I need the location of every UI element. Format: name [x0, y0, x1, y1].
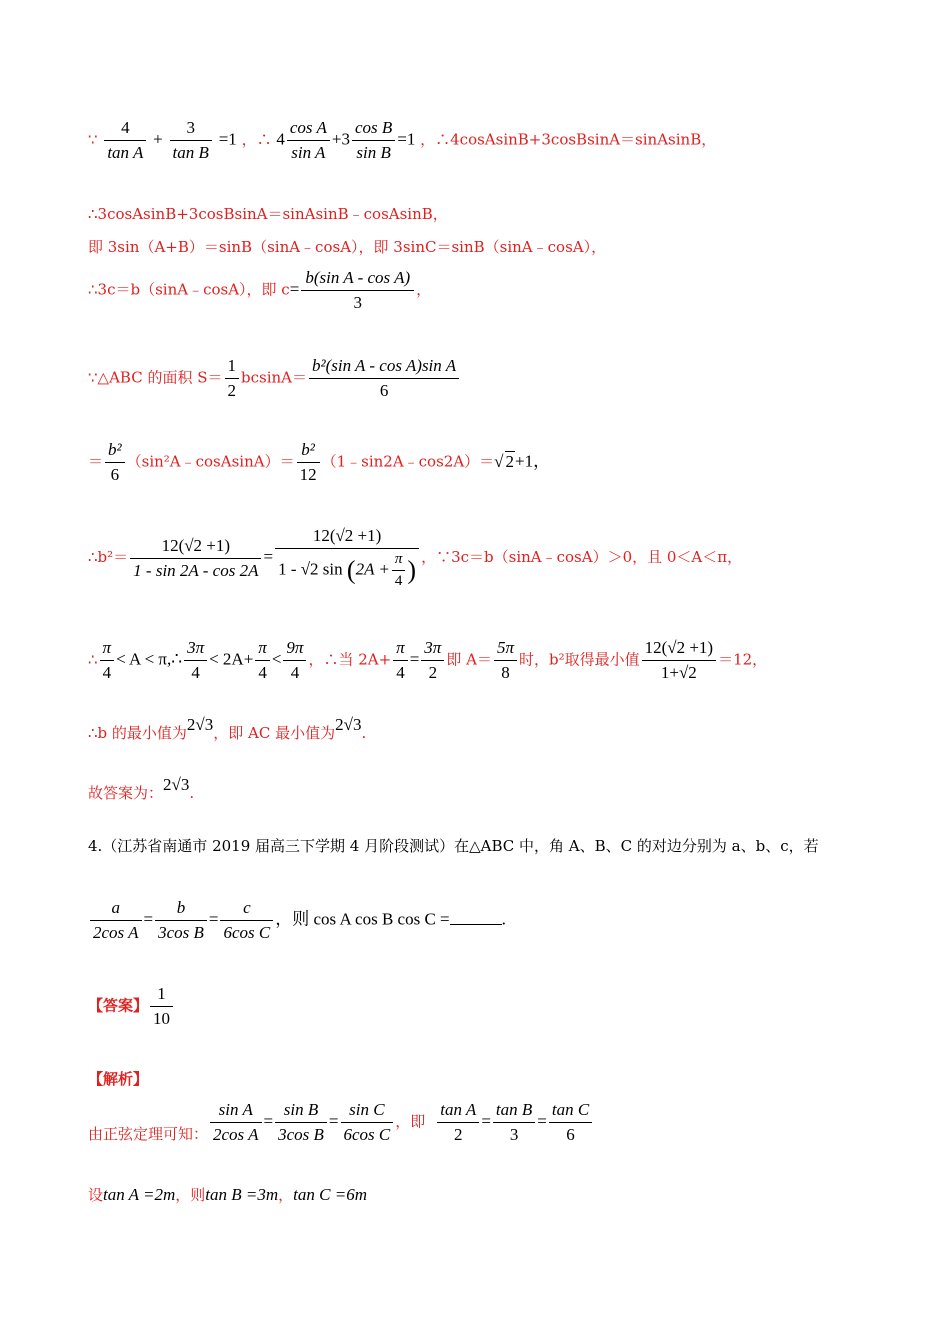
tanB-value: tan B =3m: [205, 1185, 279, 1204]
fraction-sinB: $\frac{\text{sin B}}{\text{3cos B}}$: [275, 1100, 327, 1145]
let-text: 设: [88, 1186, 104, 1204]
value-2sqrt3-b: 2√3: [335, 715, 362, 734]
fraction-half: $\frac{1}{2}$: [225, 356, 240, 401]
line-5-mid: bcsinA＝: [241, 368, 308, 387]
fraction-pi-4-b: $\frac{\pi}{4}$: [255, 638, 270, 683]
therefore-sep: ，∴: [241, 130, 272, 149]
comma: ，: [278, 1186, 294, 1204]
fraction-tanB: $\frac{\text{tan B}}{3}$: [493, 1100, 535, 1145]
line-6-mid1: （sin²A﹣cosAsinA）＝: [126, 452, 295, 471]
solution-line: [88, 1068, 148, 1089]
equals: =: [208, 909, 219, 929]
answer-fraction: $\frac{1}{10}$: [150, 984, 173, 1029]
plus-3: +3: [331, 129, 350, 149]
line-7-pre: ∴b²＝: [88, 548, 129, 566]
period: .: [189, 784, 195, 802]
fraction-5pi-8: $\frac{5\pi}{8}$: [494, 638, 517, 683]
when-text: ，∴当 2A+: [308, 650, 392, 669]
line-5-pre: ∵△ABC 的面积 S＝: [88, 368, 223, 387]
equals: =: [481, 1111, 491, 1131]
fraction-pi-4-c: $\frac{\pi}{4}$: [393, 638, 408, 683]
sine-rule-text: 由正弦定理可知：: [88, 1124, 209, 1143]
line-6: [88, 440, 550, 485]
ie-text: ，即: [395, 1112, 426, 1131]
tanC-value: tan C =6m: [293, 1185, 367, 1204]
answer-blank: [450, 910, 502, 925]
line-7: [88, 526, 742, 590]
equals-one: =1: [218, 129, 237, 149]
fraction-b: $\frac{b}{\text{3cos B}}$: [155, 898, 207, 943]
question-ask: ，则 cos A cos B cos C =: [275, 909, 450, 929]
fraction-9pi-4: $\frac{9\pi}{4}$: [283, 638, 306, 683]
ie-A: 即 A＝: [446, 650, 492, 669]
equals: =: [328, 1111, 339, 1131]
line-7-post: ，∵3c＝b（sinA﹣cosA）＞0，且 0＜A＜π，: [421, 548, 743, 566]
equals: =: [143, 909, 154, 929]
fraction-cosA-sinA: $\frac{\text{cos A}}{\text{sin A}}$: [287, 118, 330, 163]
equals: =: [263, 547, 274, 566]
fraction-tanC: $\frac{\text{tan C}}{6}$: [549, 1100, 592, 1145]
value-2sqrt3: 2√3: [186, 715, 214, 734]
plus-sign: +: [153, 129, 163, 149]
line-6-mid2: （1﹣sin2A﹣cos2A）＝: [321, 452, 495, 471]
fraction-b2-12: $\frac{\text{b²}}{12}$: [297, 440, 320, 485]
fraction-3pi-2: $\frac{3\pi}{2}$: [421, 638, 444, 683]
fraction-area: $\frac{\text{b²(sin A - cos A)sin A}}{6}$: [309, 356, 459, 401]
therefore: ∴: [88, 650, 98, 669]
line-5: [88, 356, 461, 401]
less-than: <: [271, 649, 282, 669]
period: .: [361, 724, 367, 742]
sqrt-2: √ 2: [494, 451, 515, 471]
coef-4: 4: [276, 129, 285, 149]
tanA-value: tan A =2m: [103, 1185, 176, 1204]
solution-step-1: [88, 1100, 594, 1145]
solution-tag: 【解析】: [88, 1070, 149, 1088]
fraction-3pi-4: $\frac{3\pi}{4}$: [184, 638, 207, 683]
line-9: [88, 715, 367, 743]
equals: ＝: [88, 452, 104, 471]
equals: =: [263, 1111, 274, 1131]
question-4-equation: [88, 898, 506, 943]
then-text: ，则: [175, 1186, 206, 1204]
fraction-pi-4: $\frac{\pi}{4}$: [100, 638, 115, 683]
fraction-tanA: $\frac{\text{tan A}}{2}$: [437, 1100, 479, 1145]
answer-label: 故答案为：: [88, 784, 164, 802]
question-4: 4.（江苏省南通市 2019 届高三下学期 4 月阶段测试）在△ABC 中，角 A、B、C 的对边分别为 a、b、c，若: [88, 837, 819, 855]
fraction-b2-6: $\frac{\text{b²}}{6}$: [105, 440, 125, 485]
fraction-min: $\frac{12(√2 +1)}{1+√2}$: [642, 638, 717, 683]
equals: =: [409, 649, 420, 669]
line-1: [88, 118, 716, 163]
line-4-pre: ∴3c＝b（sinA﹣cosA），即 c: [88, 280, 290, 299]
fraction-3-tanB: $\frac{3}{\text{tan B}}$: [170, 118, 212, 163]
period: .: [501, 909, 506, 929]
answer-line: [88, 984, 175, 1029]
fraction-sinC: $\frac{\text{sin C}}{\text{6cos C}}$: [341, 1100, 394, 1145]
line-10: [88, 775, 195, 803]
line-1-tail: ，∴4cosAsinB+3cosBsinA＝sinAsinB，: [420, 130, 717, 149]
range-1: < A < π,∴: [116, 649, 183, 669]
min-text: 时，b²取得最小值: [518, 650, 640, 669]
line-9-mid: ，即 AC 最小值为: [213, 724, 336, 742]
line-6-post: +1，: [515, 451, 551, 471]
fraction-c: $\frac{c}{\text{6cos C}}$: [220, 898, 273, 943]
fraction-4-tanA: $\frac{4}{\text{tan A}}$: [104, 118, 146, 163]
answer-tag: 【答案】: [88, 996, 149, 1015]
because-symbol: ∵: [88, 130, 98, 149]
solution-step-2: [88, 1184, 367, 1205]
fraction-cosB-sinB: $\frac{\text{cos B}}{\text{sin B}}$: [352, 118, 395, 163]
line-4: [88, 268, 431, 313]
line-3: 即 3sin（A+B）＝sinB（sinA﹣cosA），即 3sinC＝sinB（sinA﹣cosA），: [88, 238, 607, 256]
equals-one-2: =1: [397, 129, 416, 149]
equals: =: [537, 1111, 547, 1131]
fraction-sinA: $\frac{\text{sin A}}{\text{2cos A}}$: [210, 1100, 262, 1145]
equals: =: [289, 279, 300, 299]
range-2: < 2A+: [209, 649, 254, 669]
fraction-a: $\frac{a}{\text{2cos A}}$: [90, 898, 142, 943]
line-8: [88, 638, 767, 683]
fraction-c: $\frac{\text{b(sin A - cos A)}}{3}$: [301, 268, 414, 313]
line-9-pre: ∴b 的最小值为: [88, 724, 187, 742]
line-2: ∴3cosAsinB+3cosBsinA＝sinAsinB﹣cosAsinB，: [88, 205, 448, 223]
equals-12: ＝12，: [718, 650, 768, 669]
comma: ，: [416, 280, 432, 299]
fraction-b2-a: $\frac{12(√2 +1)}{1 - \sin 2A - \cos 2A}$: [130, 536, 261, 581]
fraction-b2-b: 12(√2 +1) 1 - √2 sin (2A + $\frac{\pi}{4}$ ): [275, 526, 419, 590]
answer-value: 2√3: [163, 775, 190, 794]
